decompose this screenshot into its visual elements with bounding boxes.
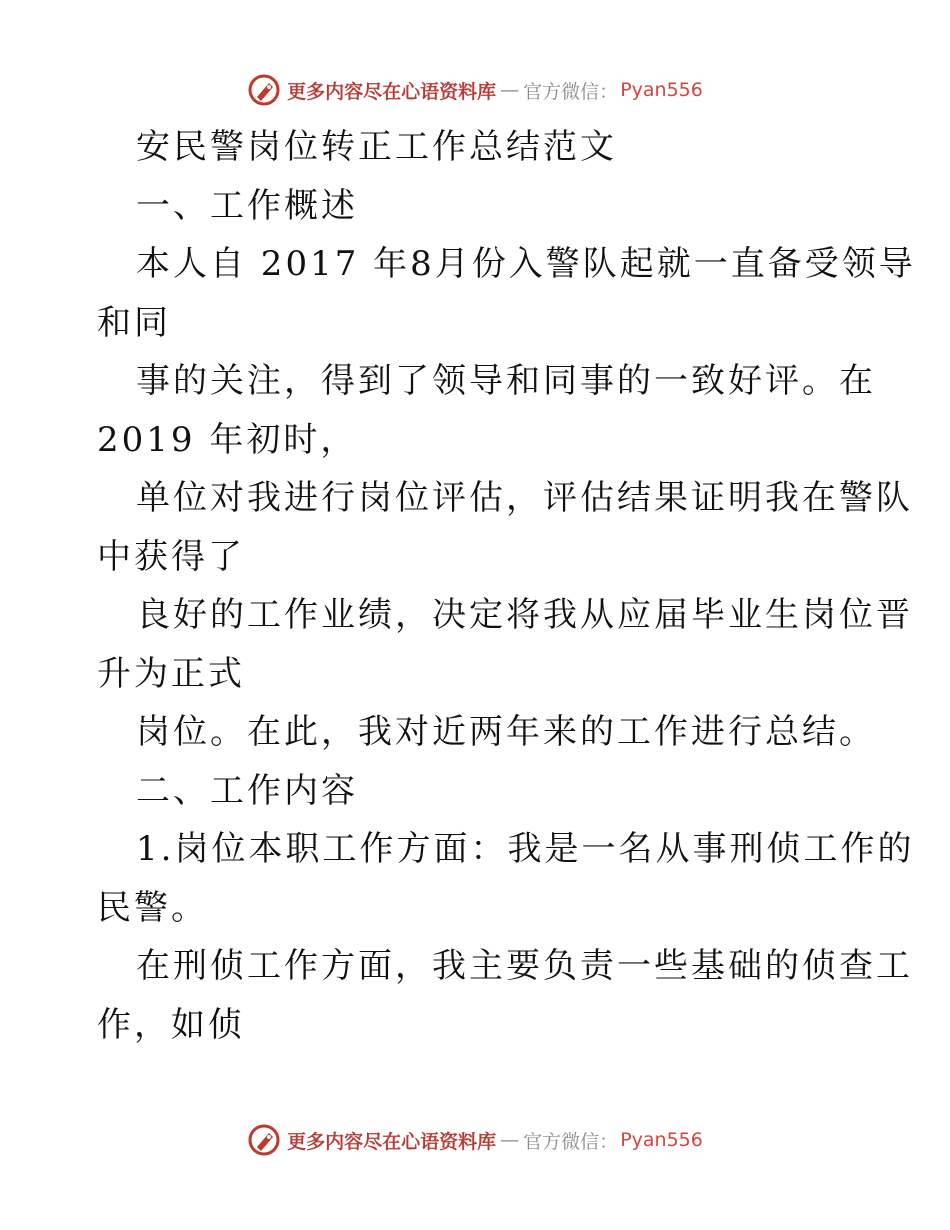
paragraph-line-wrap: 作，如侦 (97, 1004, 245, 1045)
pen-nib-logo-icon (247, 1123, 281, 1157)
watermark-brand: 更多内容尽在心语资料库 (287, 1130, 497, 1153)
paragraph-line-wrap: 中获得了 (97, 536, 245, 577)
paragraph-line: 良好的工作业绩，决定将我从应届毕业生岗位晋 (136, 595, 913, 635)
document-title: 安民警岗位转正工作总结范文 (136, 127, 617, 167)
paragraph-line: 在刑侦工作方面，我主要负责一些基础的侦查工 (136, 946, 913, 986)
watermark-official-label: 官方微信： (523, 80, 619, 103)
section-heading-content: 二、工作内容 (136, 770, 358, 811)
watermark-separator: — (500, 1129, 520, 1151)
paragraph-line-wrap: 和同 (97, 302, 171, 343)
watermark-separator: — (500, 79, 520, 101)
watermark-official-label: 官方微信： (523, 1130, 619, 1153)
paragraph-line-wrap: 民警。 (97, 887, 208, 928)
paragraph-line: 事的关注，得到了领导和同事的一致好评。在 (136, 361, 876, 401)
watermark-brand: 更多内容尽在心语资料库 (287, 80, 497, 103)
paragraph-line-wrap: 2019 年初时， (97, 419, 358, 460)
paragraph-line: 1.岗位本职工作方面：我是一名从事刑侦工作的 (136, 829, 915, 869)
paragraph-line: 本人自 2017 年8月份入警队起就一直备受领导 (136, 244, 916, 284)
pen-nib-logo-icon (247, 73, 281, 107)
footer-watermark (0, 1120, 950, 1160)
watermark-account: Pyan556 (620, 79, 703, 101)
paragraph-line: 岗位。在此，我对近两年来的工作进行总结。 (136, 712, 876, 752)
watermark-account: Pyan556 (620, 1129, 703, 1151)
paragraph-line-wrap: 升为正式 (97, 653, 245, 694)
paragraph-line: 单位对我进行岗位评估，评估结果证明我在警队 (136, 478, 913, 518)
header-watermark (0, 70, 950, 110)
document-body (97, 118, 916, 1054)
section-heading-overview: 一、工作概述 (136, 185, 358, 226)
